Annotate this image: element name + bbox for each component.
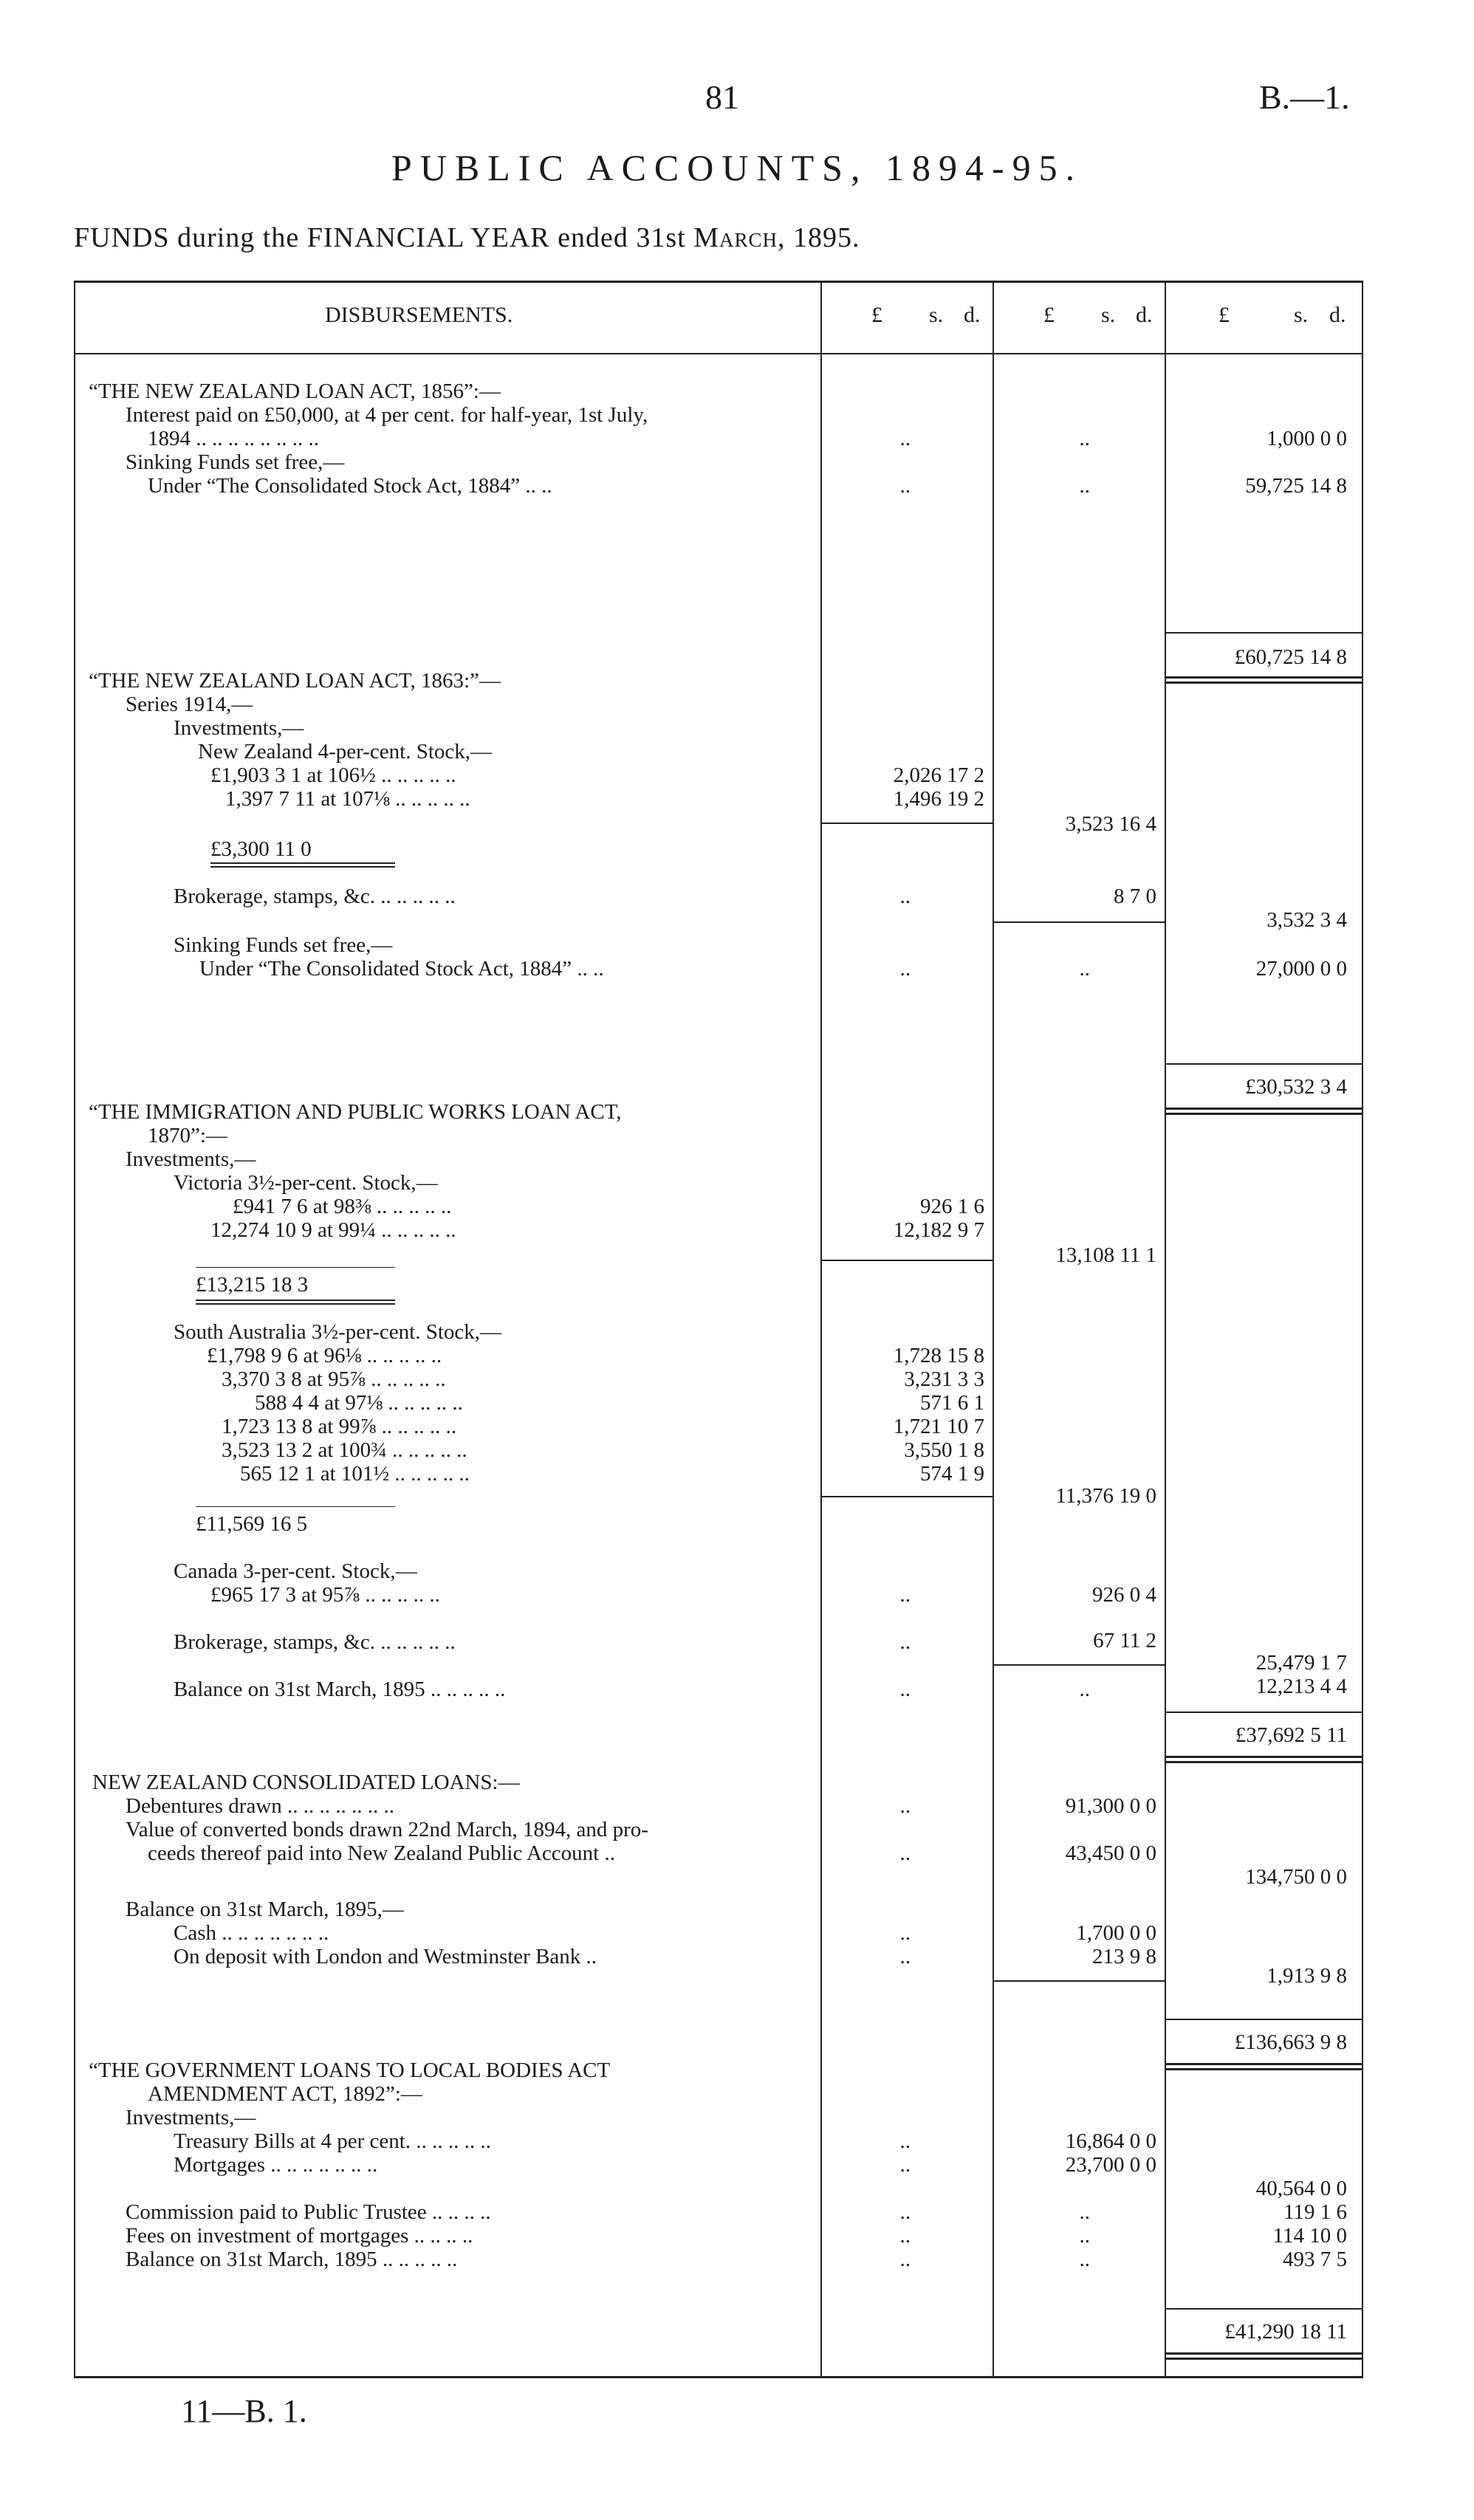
- col3-total-underline: [1166, 1113, 1362, 1115]
- amount-cell: 59,725 14 8: [1245, 474, 1347, 498]
- amount-cell: ..: [899, 1841, 911, 1865]
- col2-divider: [993, 281, 994, 2377]
- entry-line: Balance on 31st March, 1895,—: [126, 1898, 404, 1921]
- entry-line: Under “The Consolidated Stock Act, 1884” .. ..: [148, 474, 552, 498]
- col2-sum-rule: [994, 1664, 1165, 1666]
- amount-cell: ..: [899, 1583, 911, 1607]
- amount-cell: 493 7 5: [1283, 2248, 1347, 2271]
- amount-cell: ..: [899, 2248, 911, 2271]
- subtotal-underline: [210, 862, 395, 864]
- col1-pence-header: d.: [964, 303, 981, 327]
- entry-line: Series 1914,—: [126, 693, 253, 716]
- entry-line: On deposit with London and Westminster Bank ..: [174, 1945, 597, 1968]
- amount-cell: 8 7 0: [1114, 885, 1156, 908]
- entry-line: Investments,—: [174, 716, 304, 740]
- entry-line: Commission paid to Public Trustee .. .. .. ..: [126, 2200, 491, 2224]
- col3-shillings-header: s.: [1294, 303, 1309, 327]
- col3-total-underline: [1166, 2063, 1362, 2065]
- amount-cell: 2,026 17 2: [893, 763, 984, 787]
- entry-line: Balance on 31st March, 1895 .. .. .. .. ..: [126, 2248, 458, 2271]
- subtotal-underline: [196, 1300, 395, 1301]
- amount-cell: 574 1 9: [920, 1462, 984, 1486]
- col3-total-underline: [1166, 2352, 1362, 2355]
- entry-line: Value of converted bonds drawn 22nd March, 1894, and pro-: [126, 1818, 648, 1841]
- entry-line: £1,798 9 6 at 96⅛ .. .. .. .. ..: [207, 1344, 442, 1367]
- entry-line: 588 4 4 at 97⅛ .. .. .. .. ..: [255, 1391, 463, 1415]
- entry-line: £965 17 3 at 95⅞ .. .. .. .. ..: [210, 1583, 440, 1607]
- amount-cell: ..: [899, 885, 911, 908]
- column-header-description: DISBURSEMENTS.: [325, 303, 513, 327]
- amount-cell: 40,564 0 0: [1255, 2177, 1347, 2200]
- page-subtitle: [74, 222, 860, 254]
- entry-line: ceeds thereof paid into New Zealand Public Account ..: [148, 1841, 615, 1865]
- subtotal-line: £13,215 18 3: [196, 1273, 309, 1297]
- subtotal-line: £11,569 16 5: [196, 1512, 308, 1536]
- total-cell: £30,532 3 4: [1245, 1075, 1347, 1099]
- col2-shillings-header: s.: [1101, 303, 1116, 327]
- amount-cell: 1,000 0 0: [1266, 427, 1347, 450]
- entry-line: Mortgages .. .. .. .. .. .. ..: [174, 2153, 378, 2177]
- total-cell: £41,290 18 11: [1224, 2320, 1347, 2344]
- amount-cell: ..: [899, 2200, 911, 2224]
- entry-line: Interest paid on £50,000, at 4 per cent. for half-year, 1st July,: [126, 403, 648, 427]
- amount-cell: ..: [899, 2224, 911, 2248]
- amount-cell: ..: [899, 1630, 911, 1654]
- section-heading: “THE NEW ZEALAND LOAN ACT, 1863:”—: [89, 669, 501, 693]
- subtotal-overline: [196, 1267, 395, 1268]
- col3-total-overline: [1166, 632, 1362, 634]
- amount-cell: 3,231 3 3: [904, 1367, 984, 1391]
- amount-cell: ..: [1079, 2200, 1090, 2224]
- total-cell: £60,725 14 8: [1234, 645, 1347, 669]
- entry-line: Fees on investment of mortgages .. .. .. ..: [126, 2224, 473, 2248]
- amount-cell: ..: [899, 474, 911, 498]
- col3-total-underline: [1166, 1756, 1362, 1758]
- col3-total-underline: [1166, 1761, 1362, 1763]
- entry-line: 1,723 13 8 at 99⅞ .. .. .. .. ..: [222, 1415, 457, 1438]
- col1-pounds-header: £: [871, 303, 882, 327]
- amount-cell: 67 11 2: [1093, 1629, 1156, 1652]
- amount-cell: ..: [1079, 957, 1090, 981]
- table-left-border: [74, 281, 75, 2377]
- entry-line: 1,397 7 11 at 107⅛ .. .. .. .. ..: [225, 787, 470, 811]
- entry-line: Investments,—: [126, 2106, 256, 2129]
- total-cell: £37,692 5 11: [1235, 1723, 1347, 1747]
- col1-sum-rule: [822, 1496, 993, 1497]
- amount-cell: ..: [899, 427, 911, 450]
- col2-pounds-header: £: [1043, 303, 1055, 327]
- table-top-rule: [74, 281, 1363, 283]
- amount-cell: ..: [1079, 474, 1090, 498]
- entry-line: South Australia 3½-per-cent. Stock,—: [174, 1320, 502, 1344]
- entry-line: Under “The Consolidated Stock Act, 1884” .. ..: [199, 957, 604, 981]
- amount-cell: 119 1 6: [1283, 2200, 1347, 2224]
- entry-line: Canada 3-per-cent. Stock,—: [174, 1559, 417, 1583]
- document-reference: B.—1.: [1259, 78, 1350, 116]
- amount-cell: ..: [899, 1921, 911, 1945]
- amount-cell: ..: [899, 2129, 911, 2153]
- entry-line: Investments,—: [126, 1147, 256, 1171]
- entry-line: 12,274 10 9 at 99¼ .. .. .. .. ..: [210, 1218, 456, 1242]
- col3-total-underline: [1166, 2068, 1362, 2070]
- amount-cell: 23,700 0 0: [1065, 2153, 1156, 2177]
- amount-cell: 114 10 0: [1272, 2224, 1347, 2248]
- amount-cell: 11,376 19 0: [1055, 1484, 1156, 1508]
- col1-sum-rule: [822, 823, 993, 824]
- col3-total-underline: [1166, 1108, 1362, 1110]
- entry-line: Debentures drawn .. .. .. .. .. .. ..: [126, 1794, 395, 1818]
- col2-sum-rule: [994, 1980, 1165, 1982]
- table-right-border: [1362, 281, 1363, 2377]
- section-heading: “THE IMMIGRATION AND PUBLIC WORKS LOAN ACT,: [89, 1100, 622, 1124]
- amount-cell: 27,000 0 0: [1255, 957, 1347, 981]
- amount-cell: 3,550 1 8: [904, 1438, 984, 1462]
- entry-line: Treasury Bills at 4 per cent. .. .. .. .. ..: [174, 2129, 491, 2153]
- amount-cell: 571 6 1: [920, 1391, 984, 1415]
- col1-sum-rule: [822, 1260, 993, 1261]
- amount-cell: 1,496 19 2: [893, 787, 984, 811]
- entry-line: Brokerage, stamps, &c. .. .. .. .. ..: [174, 1630, 456, 1654]
- col1-shillings-header: s.: [929, 303, 944, 327]
- col3-total-underline: [1166, 676, 1362, 679]
- entry-line: £941 7 6 at 98⅜ .. .. .. .. ..: [233, 1195, 452, 1218]
- amount-cell: 3,532 3 4: [1266, 908, 1347, 932]
- table-bottom-rule: [74, 2376, 1363, 2378]
- amount-cell: ..: [1079, 427, 1090, 450]
- amount-cell: ..: [1079, 2224, 1090, 2248]
- table-header-rule: [74, 353, 1363, 354]
- amount-cell: 134,750 0 0: [1245, 1865, 1347, 1889]
- amount-cell: 25,479 1 7: [1255, 1651, 1347, 1675]
- amount-cell: 1,721 10 7: [893, 1415, 984, 1438]
- amount-cell: 12,213 4 4: [1255, 1675, 1347, 1698]
- col2-sum-rule: [994, 921, 1165, 923]
- subtitle-prefix: FUNDS during the FINANCIAL YEAR ended 31st: [74, 222, 686, 253]
- subtitle-suffix: , 1895.: [778, 222, 860, 253]
- section-heading: “THE NEW ZEALAND LOAN ACT, 1856”:—: [89, 380, 501, 403]
- amount-cell: 926 1 6: [920, 1195, 984, 1218]
- entry-line: 1870”:—: [148, 1124, 227, 1147]
- amount-cell: 16,864 0 0: [1065, 2129, 1156, 2153]
- col3-total-overline: [1166, 2308, 1362, 2310]
- entry-line: Victoria 3½-per-cent. Stock,—: [174, 1171, 438, 1195]
- amount-cell: 213 9 8: [1092, 1945, 1156, 1968]
- entry-line: New Zealand 4-per-cent. Stock,—: [198, 740, 493, 763]
- amount-cell: 1,913 9 8: [1266, 1964, 1347, 1988]
- entry-line: £1,903 3 1 at 106½ .. .. .. .. ..: [210, 763, 456, 787]
- amount-cell: ..: [899, 1678, 911, 1701]
- entry-line: Cash .. .. .. .. .. .. ..: [174, 1921, 329, 1945]
- amount-cell: 12,182 9 7: [893, 1218, 984, 1242]
- entry-line: Sinking Funds set free,—: [126, 450, 345, 474]
- entry-line: Sinking Funds set free,—: [174, 933, 393, 957]
- amount-cell: 43,450 0 0: [1065, 1841, 1156, 1865]
- amount-cell: 926 0 4: [1092, 1583, 1156, 1607]
- entry-line: 1894 .. .. .. .. .. .. .. ..: [148, 427, 319, 450]
- col3-total-underline: [1166, 2358, 1362, 2360]
- subtotal-underline: [196, 1303, 395, 1305]
- col3-total-underline: [1166, 682, 1362, 684]
- subtotal-line: £3,300 11 0: [210, 837, 312, 861]
- amount-cell: ..: [1079, 1678, 1090, 1701]
- page-number: 81: [705, 78, 739, 116]
- amount-cell: 91,300 0 0: [1065, 1794, 1156, 1818]
- amount-cell: ..: [899, 957, 911, 981]
- amount-cell: 3,523 16 4: [1065, 812, 1156, 836]
- col1-divider: [820, 281, 822, 2377]
- amount-cell: ..: [899, 1945, 911, 1968]
- entry-line: Brokerage, stamps, &c. .. .. .. .. ..: [174, 885, 456, 908]
- amount-cell: 1,700 0 0: [1076, 1921, 1156, 1945]
- page-title: PUBLIC ACCOUNTS, 1894-95.: [391, 147, 1083, 188]
- amount-cell: ..: [1079, 2248, 1090, 2271]
- amount-cell: ..: [899, 2153, 911, 2177]
- entry-line: 3,523 13 2 at 100¾ .. .. .. .. ..: [222, 1438, 467, 1462]
- col3-total-overline: [1166, 1712, 1362, 1713]
- entry-line: 565 12 1 at 101½ .. .. .. .. ..: [240, 1462, 470, 1486]
- subtitle-month: March: [693, 222, 778, 253]
- entry-line: AMENDMENT ACT, 1892”:—: [148, 2082, 422, 2106]
- col3-pence-header: d.: [1329, 303, 1346, 327]
- section-heading: “THE GOVERNMENT LOANS TO LOCAL BODIES ACT: [89, 2059, 611, 2082]
- col3-total-overline: [1166, 2019, 1362, 2020]
- amount-cell: 1,728 15 8: [893, 1344, 984, 1367]
- amount-cell: ..: [899, 1794, 911, 1818]
- col2-pence-header: d.: [1136, 303, 1153, 327]
- amount-cell: 13,108 11 1: [1055, 1243, 1156, 1267]
- section-heading: NEW ZEALAND CONSOLIDATED LOANS:—: [92, 1771, 520, 1794]
- subtotal-overline: [196, 1506, 395, 1507]
- subtotal-underline: [210, 866, 395, 868]
- entry-line: Balance on 31st March, 1895 .. .. .. .. ..: [174, 1678, 506, 1701]
- total-cell: £136,663 9 8: [1234, 2030, 1347, 2054]
- col3-pounds-header: £: [1218, 303, 1230, 327]
- footer-signature: 11—B. 1.: [181, 2393, 307, 2429]
- col3-total-overline: [1166, 1063, 1362, 1065]
- entry-line: 3,370 3 8 at 95⅞ .. .. .. .. ..: [222, 1367, 446, 1391]
